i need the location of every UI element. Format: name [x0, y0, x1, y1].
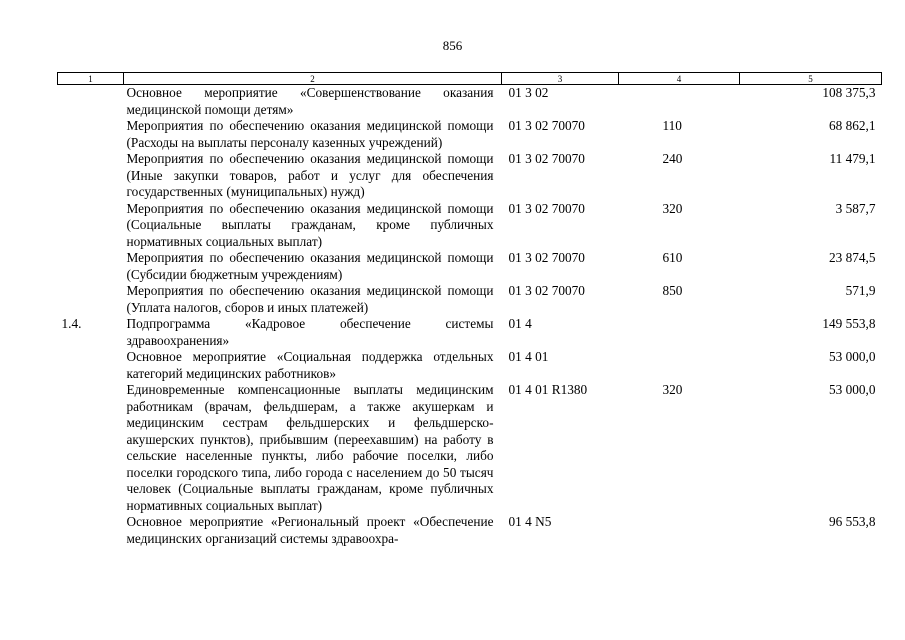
row-code: 01 3 02 70070 [508, 200, 585, 216]
row-code: 01 4 01 [508, 349, 549, 364]
row-number [58, 118, 124, 151]
row-expense-type [619, 349, 740, 382]
row-number [58, 349, 124, 382]
table-row [58, 349, 882, 382]
table-row [58, 382, 882, 514]
row-code: 01 4 N5 [508, 514, 552, 529]
table-row [58, 514, 882, 547]
row-name: Мероприятия по обеспечению оказания медицинской помощи (Иные закупки товаров, работ и услуг для обеспечения государственных (муниципальных) нужд) [126, 151, 494, 199]
table-row [58, 201, 882, 251]
row-amount: 108 375,3 [822, 85, 876, 100]
row-expense-type: 110 [662, 118, 682, 133]
row-expense-type: 320 [662, 382, 683, 397]
table-row [58, 118, 882, 151]
row-expense-type: 320 [662, 200, 683, 216]
row-code: 01 3 02 70070 [508, 250, 585, 265]
row-expense-type [619, 316, 740, 349]
row-number [58, 250, 124, 283]
table-row [58, 283, 882, 316]
row-name: Подпрограмма «Кадровое обеспечение системы здравоохранения» [126, 316, 494, 348]
row-amount: 149 553,8 [822, 316, 876, 331]
row-expense-type: 240 [662, 151, 683, 166]
row-name: Мероприятия по обеспечению оказания медицинской помощи (Социальные выплаты гражданам, кроме публичных нормативных социальных выплат) [126, 200, 494, 249]
row-number [58, 283, 124, 316]
page-number: 856 [442, 38, 463, 53]
row-number: 1.4. [61, 316, 82, 331]
table-header-row [58, 73, 882, 85]
row-name: Мероприятия по обеспечению оказания медицинской помощи (Уплата налогов, сборов и иных платежей) [126, 283, 494, 315]
row-code: 01 3 02 70070 [508, 118, 585, 133]
row-expense-type [619, 85, 740, 119]
row-code: 01 4 01 R1380 [508, 382, 588, 397]
budget-table [57, 72, 882, 547]
row-number [58, 85, 124, 119]
table-row [58, 250, 882, 283]
row-code: 01 3 02 [508, 85, 549, 100]
row-number [58, 151, 124, 201]
row-code: 01 3 02 70070 [508, 283, 585, 298]
row-number [58, 201, 124, 251]
table-row [58, 316, 882, 349]
row-amount: 53 000,0 [828, 382, 876, 397]
row-amount: 3 587,7 [835, 200, 876, 216]
row-amount: 96 553,8 [828, 514, 876, 529]
row-expense-type: 610 [662, 250, 683, 265]
row-amount: 571,9 [845, 283, 876, 298]
row-name: Единовременные компенсационные выплаты медицинским работникам (врачам, фельдшерам, а также акушеркам и медицинским сестрам фельдшерских и фельдшерско-акушерских пунктов), прибывшим (переехавшим) на работу в сельские населенные пункты, либо рабочие поселки, либо поселки городского типа, либо города с населением до 50 тысяч человек (Социальные выплаты гражданам, кроме публичных нормативных социальных выплат) [126, 382, 494, 513]
row-name: Основное мероприятие «Совершенствование оказания медицинской помощи детям» [126, 85, 494, 117]
table-row [58, 151, 882, 201]
row-amount: 11 479,1 [829, 151, 876, 166]
column-header-4: 4 [619, 73, 740, 85]
column-header-5: 5 [740, 73, 882, 85]
row-expense-type: 850 [662, 283, 683, 298]
row-expense-type [619, 514, 740, 547]
row-code: 01 3 02 70070 [508, 151, 585, 166]
row-name: Основное мероприятие «Социальная поддержка отдельных категорий медицинских работников» [126, 349, 494, 381]
table-row [58, 85, 882, 119]
column-header-1: 1 [58, 73, 124, 85]
row-code: 01 4 [508, 316, 532, 331]
row-number [58, 514, 124, 547]
column-header-2: 2 [124, 73, 502, 85]
row-name: Основное мероприятие «Региональный проект «Обеспечение медицинских организаций системы здравоохра- [126, 514, 494, 546]
row-name: Мероприятия по обеспечению оказания медицинской помощи (Субсидии бюджетным учреждениям) [126, 250, 494, 282]
row-name: Мероприятия по обеспечению оказания медицинской помощи (Расходы на выплаты персоналу казенных учреждений) [126, 118, 494, 150]
row-number [58, 382, 124, 514]
row-amount: 68 862,1 [828, 118, 876, 133]
row-amount: 23 874,5 [828, 250, 876, 265]
column-header-3: 3 [502, 73, 619, 85]
row-amount: 53 000,0 [828, 349, 876, 364]
